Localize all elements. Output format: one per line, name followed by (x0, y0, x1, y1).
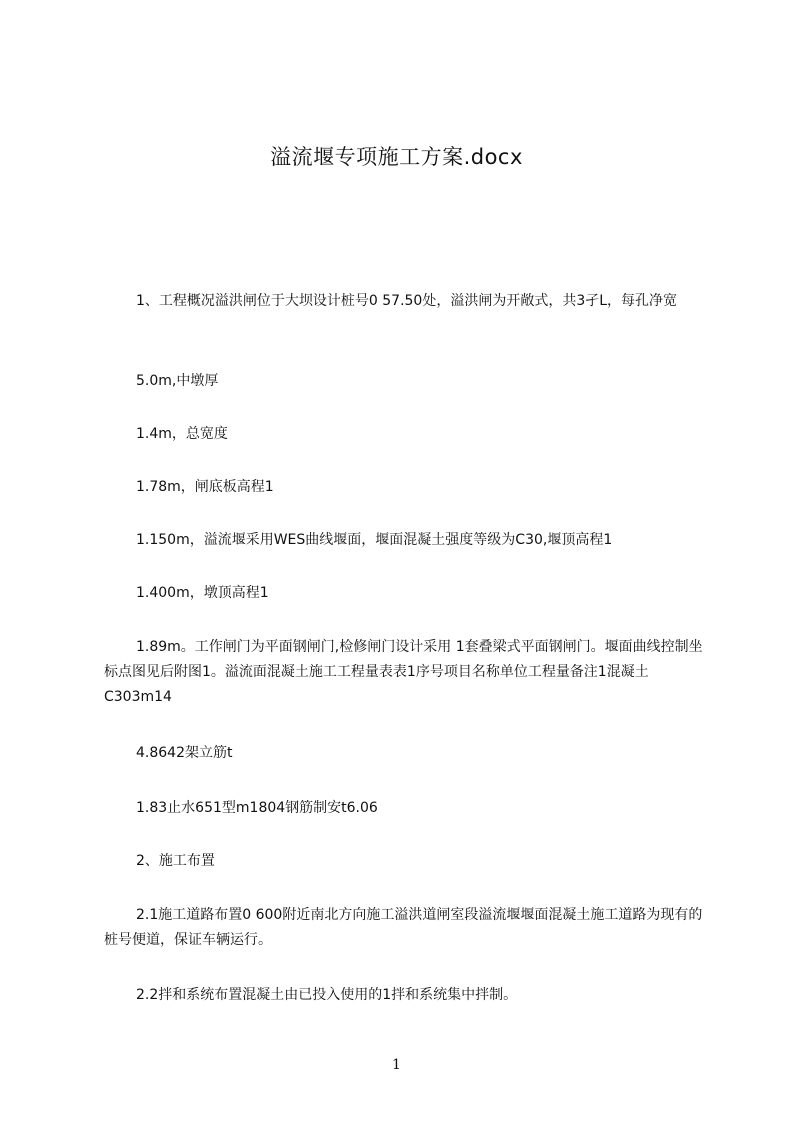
paragraph-floor-elevation: 1.78m，闸底板高程1 (136, 479, 274, 495)
paragraph-mixing-system: 2.2拌和系统布置混凝土由已投入使用的1拌和系统集中拌制。 (136, 987, 518, 1003)
paragraph-erection-rebar: 4.8642架立筋t (136, 745, 233, 761)
paragraph-pier-top-elevation: 1.400m，墩顶高程1 (136, 585, 269, 601)
document-title: 溢流堰专项施工方案.docx (270, 145, 523, 169)
paragraph-gates-and-quantities: 1.89m。工作闸门为平面钢闸门,检修闸门设计采用 1套叠梁式平面钢闸门。堰面曲线控制坐标点图见后附图1。溢流面混凝土施工工程量表表1序号项目名称单位工程量备注1混凝土C303m14 (104, 639, 703, 705)
paragraph-project-overview: 1、工程概况溢洪闸位于大坝设计桩号0 57.50处，溢洪闸为开敞式，共3孑L，每孔净宽 (136, 293, 678, 309)
paragraph-weir-profile: 1.150m，溢流堰采用WES曲线堰面，堰面混凝土强度等级为C30,堰顶高程1 (136, 532, 613, 548)
paragraph-waterstop-rebar: 1.83止水651型m1804钢筋制安t6.06 (136, 800, 378, 816)
paragraph-pier-thickness: 5.0m,中墩厚 (136, 373, 219, 389)
section-heading-construction-layout: 2、施工布置 (136, 853, 215, 869)
page-number: 1 (392, 1057, 401, 1073)
paragraph-construction-road: 2.1施工道路布置0 600附近南北方向施工溢洪道闸室段溢流堰堰面混凝土施工道路为现有的桩号便道，保证车辆运行。 (104, 907, 703, 948)
paragraph-total-width: 1.4m，总宽度 (136, 426, 228, 442)
